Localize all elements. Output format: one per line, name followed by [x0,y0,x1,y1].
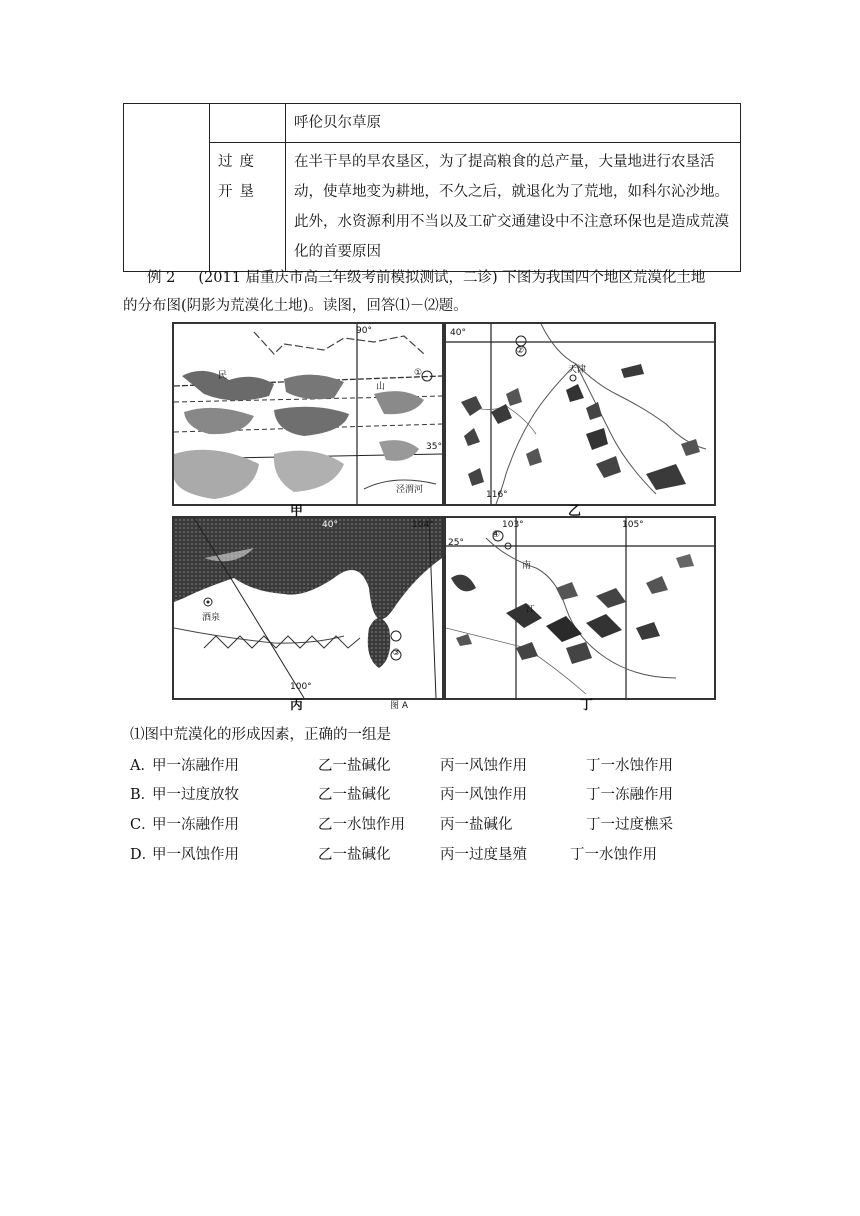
option-part: 乙一盐碱化 [318,787,391,803]
example-line-2: 的分布图(阴影为荒漠化土地)。读图，回答⑴－⑵题。 [123,298,468,314]
map-jia-text-mountain: 山 [376,382,386,392]
option-part: 丁一水蚀作用 [570,847,657,863]
map-yi-longitude-label: 116° [486,490,508,500]
map-yi-caption: 乙 [568,504,582,519]
map-bing-longitude-label-100: 100° [290,682,312,692]
map-ding-latitude-label: 25° [448,538,464,548]
option-part: 甲一冻融作用 [152,758,239,774]
desertification-maps-figure [172,322,716,713]
map-ding-longitude-label-105: 105° [622,520,644,530]
option-letter: D． [130,847,157,863]
option-part: 乙一盐碱化 [318,847,391,863]
option-letter: B． [130,787,156,803]
option-part: 丁一过度樵采 [586,817,673,833]
map-jia-latitude-label: 35° [426,442,442,452]
option-part: 甲一冻融作用 [152,817,239,833]
question-stem: ⑴图中荒漠化的形成因素，正确的一组是 [130,727,391,743]
table-cell [286,143,741,272]
map-jia-drawing [174,324,442,504]
table-cell-empty [210,104,286,143]
option-part: 丁一水蚀作用 [586,758,673,774]
map-bing-city-jiuquan: 酒泉 [202,613,221,623]
option-part: 丙一风蚀作用 [440,787,527,803]
option-part: 乙一盐碱化 [318,758,391,774]
map-jia-longitude-label: 90° [356,326,372,336]
option-part: 丙一过度垦殖 [440,847,527,863]
map-yi [444,322,716,506]
table-cell-keyword: 过度开垦 [218,154,261,200]
map-ding-drawing [446,518,714,698]
map-ding [444,516,716,700]
map-yi-latitude-label: 40° [450,328,466,338]
table-cell [286,104,741,143]
example-text: (2011 届重庆市高三年级考前模拟测试，二诊) 下图为我国四个地区荒漠化土地 [198,270,706,286]
map-jia-marker-1: ① [414,368,423,378]
option-letter: A． [130,758,155,774]
map-yi-city-tianjin: 天津 [568,365,587,375]
map-jia-text-min: 民 [218,371,228,381]
table-cell-empty [124,104,210,272]
table-cell-text: 呼伦贝尔草原 [294,115,381,131]
option-part: 丁一冻融作用 [586,787,673,803]
option-part: 丙一盐碱化 [440,817,513,833]
map-jia [172,322,444,506]
option-part: 乙一水蚀作用 [318,817,405,833]
table-cell-text: 在半干旱的旱农垦区，为了提高粮食的总产量，大量地进行农垦活动，使草地变为耕地，不久之后，就退化为了荒地，如科尔沁沙地。此外，水资源利用不当以及工矿交通建设中不注意环保也是造成荒漠化的首要原因 [294,154,729,260]
map-jia-caption: 甲 [290,504,304,519]
map-bing-marker-3: ③ [392,648,401,658]
option-letter: C． [130,817,156,833]
table-cell [210,143,286,272]
map-ding-longitude-label-103: 103° [502,520,524,530]
map-bing-caption: 丙 [290,698,304,713]
map-bing-latitude-label: 40° [322,520,338,530]
map-bing [172,516,444,700]
map-ding-text-jiang: 江 [526,605,536,615]
map-yi-drawing [446,324,714,504]
map-jia-river-label: 泾渭河 [396,485,424,495]
map-ding-marker-4: ④ [492,530,501,540]
option-part: 甲一过度放牧 [152,787,239,803]
map-bing-longitude-label-104: 104° [412,520,434,530]
example-line-1 [123,264,743,292]
map-yi-marker-2: ② [516,346,525,356]
option-part: 丙一风蚀作用 [440,758,527,774]
desertification-causes-table [123,103,741,272]
map-ding-caption: 丁 [580,698,594,713]
example-label: 例 2 [147,270,176,286]
map-bing-drawing [174,518,442,698]
figure-caption: 图 A [390,701,409,711]
option-part: 甲一风蚀作用 [152,847,239,863]
map-ding-text-nan: 南 [522,561,532,571]
